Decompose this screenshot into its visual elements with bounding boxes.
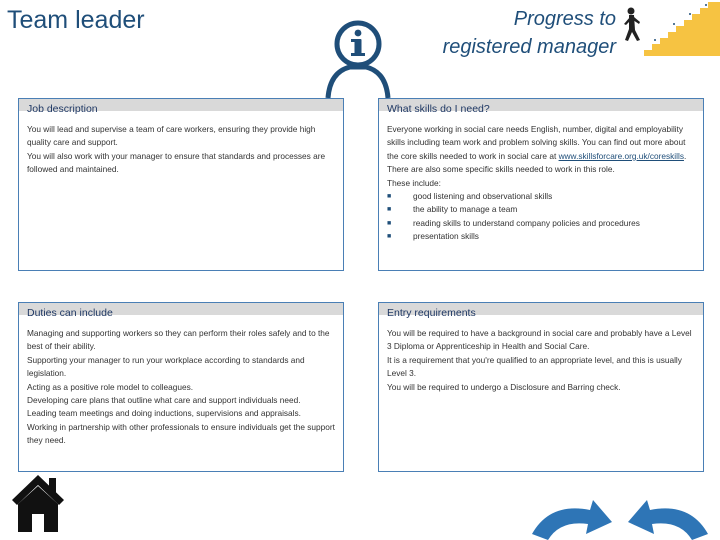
bullet-icon: ■ xyxy=(387,219,392,227)
skills-line: These include: xyxy=(387,177,441,188)
duties-body xyxy=(27,327,335,448)
page-title: Team leader xyxy=(7,6,145,34)
progress-line-1: Progress to xyxy=(513,8,616,30)
job-description-panel xyxy=(18,98,344,271)
entry-line: It is a requirement that you're qualified to an appropriate level, and this is usually Level 3. xyxy=(387,354,682,379)
skill-bullet-item xyxy=(387,203,695,216)
stairs-climber-icon xyxy=(622,0,720,56)
job-line: You will lead and supervise a team of care workers, ensuring they provide high quality care and support. xyxy=(27,124,316,148)
duties-line: Developing care plans that outline what care and support individuals need. xyxy=(27,395,301,406)
skill-bullet-text: the ability to manage a team xyxy=(413,204,518,215)
bullet-icon: ■ xyxy=(387,233,392,241)
entry-line: You will be required to have a background in social care and probably have a Level 3 Diploma or Apprenticeship in Health and Social Care. xyxy=(387,328,692,352)
duties-line: Acting as a positive role model to colleagues. xyxy=(27,381,194,392)
bullet-icon: ■ xyxy=(387,193,392,201)
entry-line: You will be required to undergo a Disclosure and Barring check. xyxy=(387,381,621,392)
skill-bullet-item xyxy=(387,190,695,203)
skill-bullet-text: good listening and observational skills xyxy=(413,191,553,202)
entry-requirements-panel xyxy=(378,302,704,472)
core-skills-link[interactable]: www.skillsforcare.org.uk/coreskills xyxy=(558,150,684,161)
skill-bullet-item xyxy=(387,217,695,230)
skill-bullet-item xyxy=(387,230,695,243)
duties-line: Managing and supporting workers so they can perform their roles safely and to the best of their ability. xyxy=(27,328,330,352)
skills-intro-end: . xyxy=(683,150,687,161)
entry-requirements-body xyxy=(387,327,695,394)
duties-line: Leading team meetings and doing inductions, supervisions and appraisals. xyxy=(27,408,301,419)
entry-requirements-heading: Entry requirements xyxy=(387,307,476,319)
bullet-icon: ■ xyxy=(387,206,392,214)
duties-line: Supporting your manager to run your workplace according to standards and legislation. xyxy=(27,354,305,379)
forward-arrow-icon[interactable] xyxy=(628,500,708,540)
home-icon[interactable] xyxy=(10,472,66,534)
duties-panel xyxy=(18,302,344,472)
skill-bullet-text: reading skills to understand company policies and procedures xyxy=(413,217,640,228)
navigation-arrows xyxy=(520,488,720,540)
progress-heading xyxy=(443,5,616,61)
info-person-icon xyxy=(322,18,394,100)
duties-heading: Duties can include xyxy=(27,307,113,319)
skill-bullet-text: presentation skills xyxy=(413,231,479,242)
skills-line: There are also some specific skills needed to work in this role. xyxy=(387,164,615,175)
skills-body xyxy=(387,123,695,244)
progress-line-2: registered manager xyxy=(442,36,616,58)
skills-intro-text: Everyone working in social care needs English, number, digital and employability skills including team work and problem solving skills. You can find out more about the core skills needed to work in social care at xyxy=(387,124,686,161)
duties-line: Working in partnership with other professionals to ensure individuals get the support they need. xyxy=(27,421,335,446)
back-arrow-icon[interactable] xyxy=(532,500,612,540)
skills-panel xyxy=(378,98,704,271)
job-description-heading: Job description xyxy=(27,103,98,115)
skills-intro xyxy=(387,123,695,163)
job-line: You will also work with your manager to ensure that standards and processes are followed and maintained. xyxy=(27,150,326,175)
skills-heading: What skills do I need? xyxy=(387,103,490,115)
job-description-body xyxy=(27,123,335,177)
